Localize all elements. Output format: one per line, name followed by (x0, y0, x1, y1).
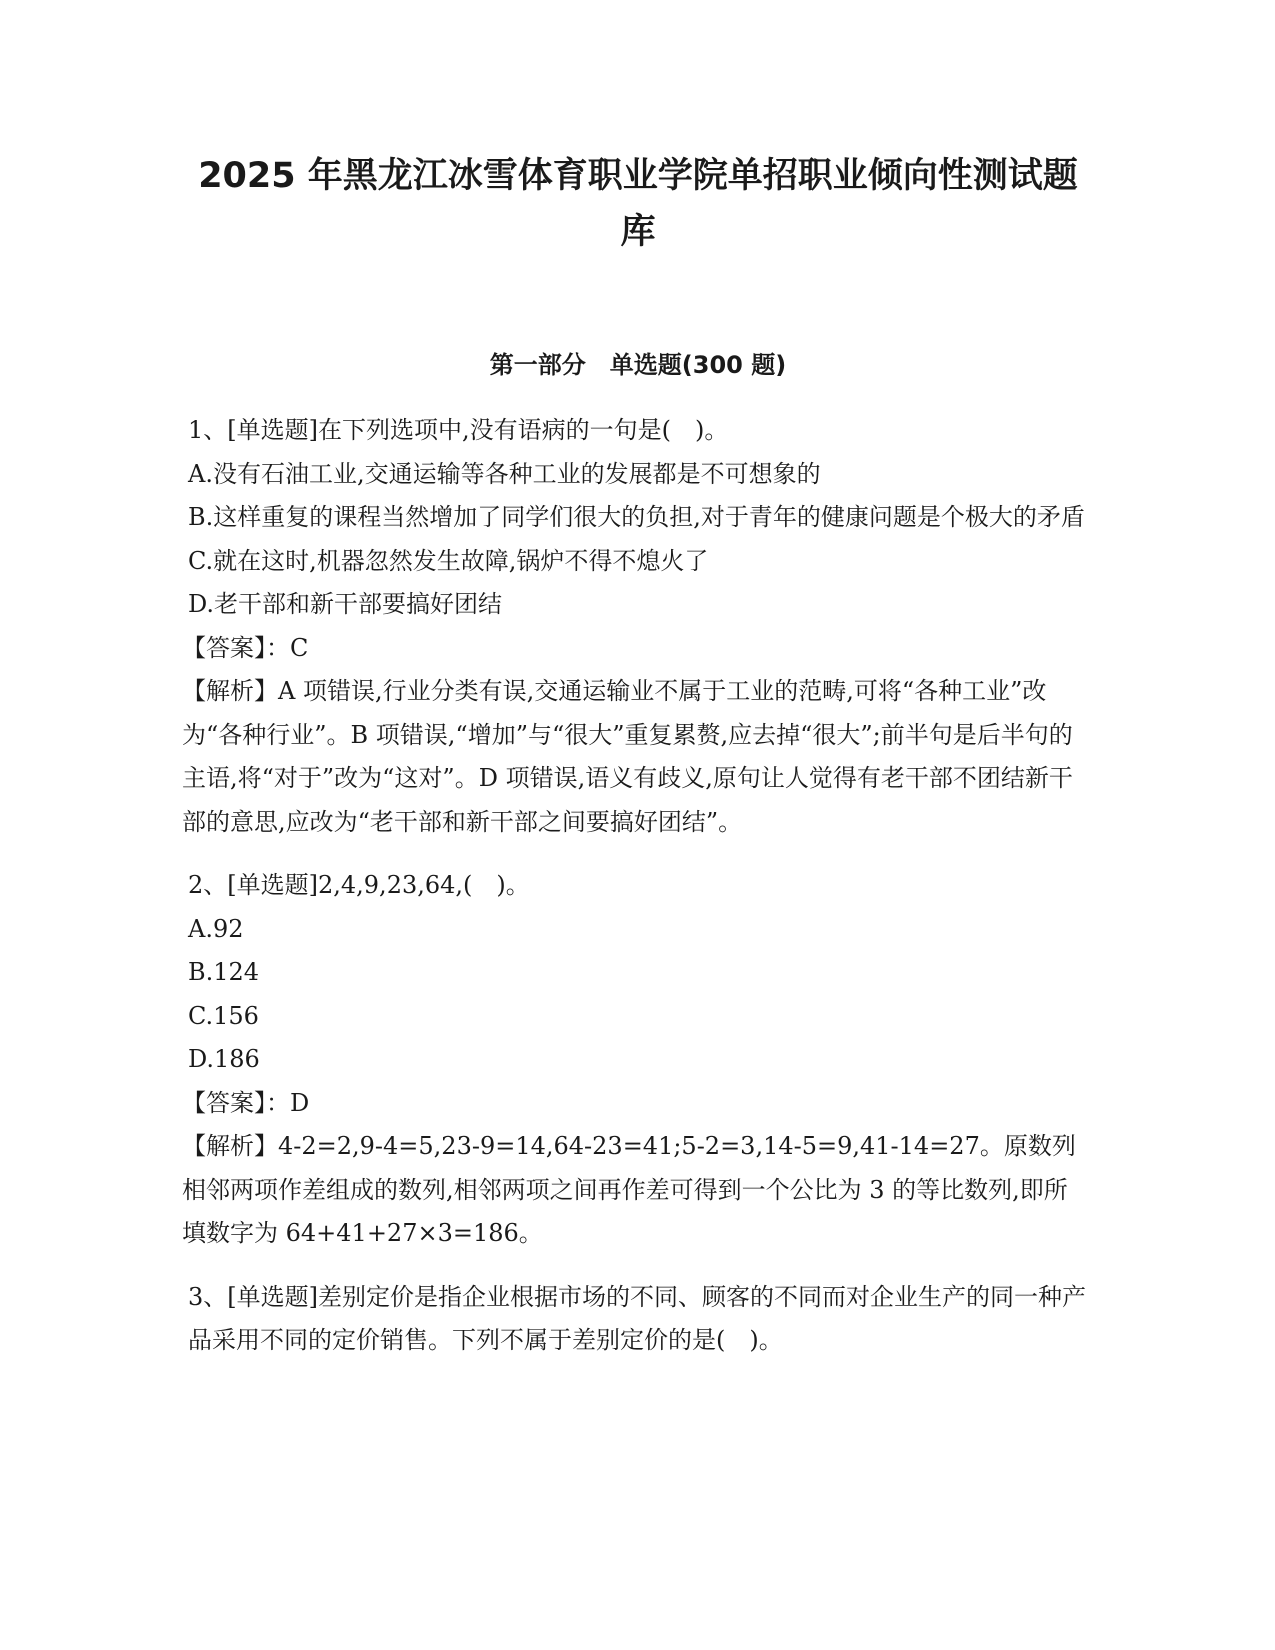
question-option: A.92 (188, 914, 244, 943)
section-title: 第一部分 单选题(300 题) (489, 351, 787, 379)
question-item (182, 864, 1088, 1256)
question-option: D.老干部和新干部要搞好团结 (188, 590, 503, 618)
question-option: B.这样重复的课程当然增加了同学们很大的负担,对于青年的健康问题是个极大的矛盾 (188, 503, 1085, 531)
question-analysis: 【解析】A 项错误,行业分类有误,交通运输业不属于工业的范畴,可将“各种工业”改为“各种行业”。B 项错误,“增加”与“很大”重复累赘,应去掉“很大”;前半句是后半句的主语,将“对于”改为“这对”。D 项错误,语义有歧义,原句让人觉得有老干部不团结新干部的意思,应改为“老干部和新干部之间要搞好团结”。 (182, 677, 1073, 836)
question-item (188, 1276, 1088, 1363)
question-option: C.156 (188, 1001, 259, 1030)
question-option: B.124 (188, 958, 260, 986)
question-stem: 2、[单选题]2,4,9,23,64,( )。 (188, 871, 530, 899)
question-option: C.就在这时,机器忽然发生故障,锅炉不得不熄火了 (188, 546, 709, 575)
question-list (182, 409, 1088, 1383)
question-option: D.186 (188, 1045, 260, 1073)
question-stem: 3、[单选题]差别定价是指企业根据市场的不同、顾客的不同而对企业生产的同一种产品采用不同的定价销售。下列不属于差别定价的是( )。 (188, 1282, 1086, 1354)
question-item (182, 409, 1088, 844)
question-analysis: 【解析】4-2=2,9-4=5,23-9=14,64-23=41;5-2=3,14-5=9,41-14=27。原数列相邻两项作差组成的数列,相邻两项之间再作差可得到一个公比为 3 的等比数列,即所填数字为 64+41+27×3=186。 (182, 1132, 1076, 1247)
question-answer: 【答案】：D (182, 1088, 310, 1117)
question-stem: 1、[单选题]在下列选项中,没有语病的一句是( )。 (188, 416, 729, 444)
document-title: 2025 年黑龙江冰雪体育职业学院单招职业倾向性测试题库 (198, 156, 1078, 252)
question-answer: 【答案】：C (182, 633, 309, 662)
question-option: A.没有石油工业,交通运输等各种工业的发展都是不可想象的 (188, 459, 821, 488)
